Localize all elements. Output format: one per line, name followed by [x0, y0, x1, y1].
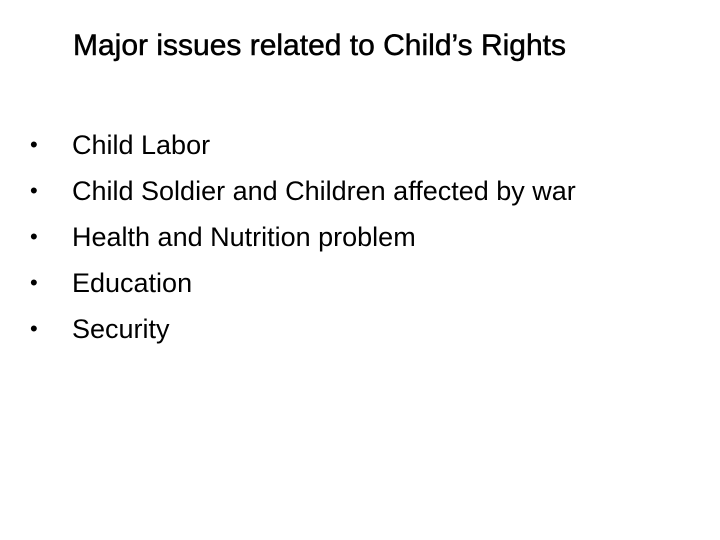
list-item-text: Security: [72, 314, 170, 344]
slide-title: Major issues related to Child’s Rights: [73, 29, 566, 62]
bullet-icon: •: [30, 132, 38, 157]
list-item-text: Health and Nutrition problem: [72, 222, 416, 252]
bullet-icon: •: [30, 178, 38, 203]
list-item-text: Child Labor: [72, 130, 211, 160]
bullet-icon: •: [30, 224, 38, 249]
bullet-icon: •: [30, 316, 38, 341]
list-item-text: Child Soldier and Children affected by war: [72, 176, 576, 206]
bullet-icon: •: [30, 270, 38, 295]
list-item-text: Education: [72, 268, 193, 298]
